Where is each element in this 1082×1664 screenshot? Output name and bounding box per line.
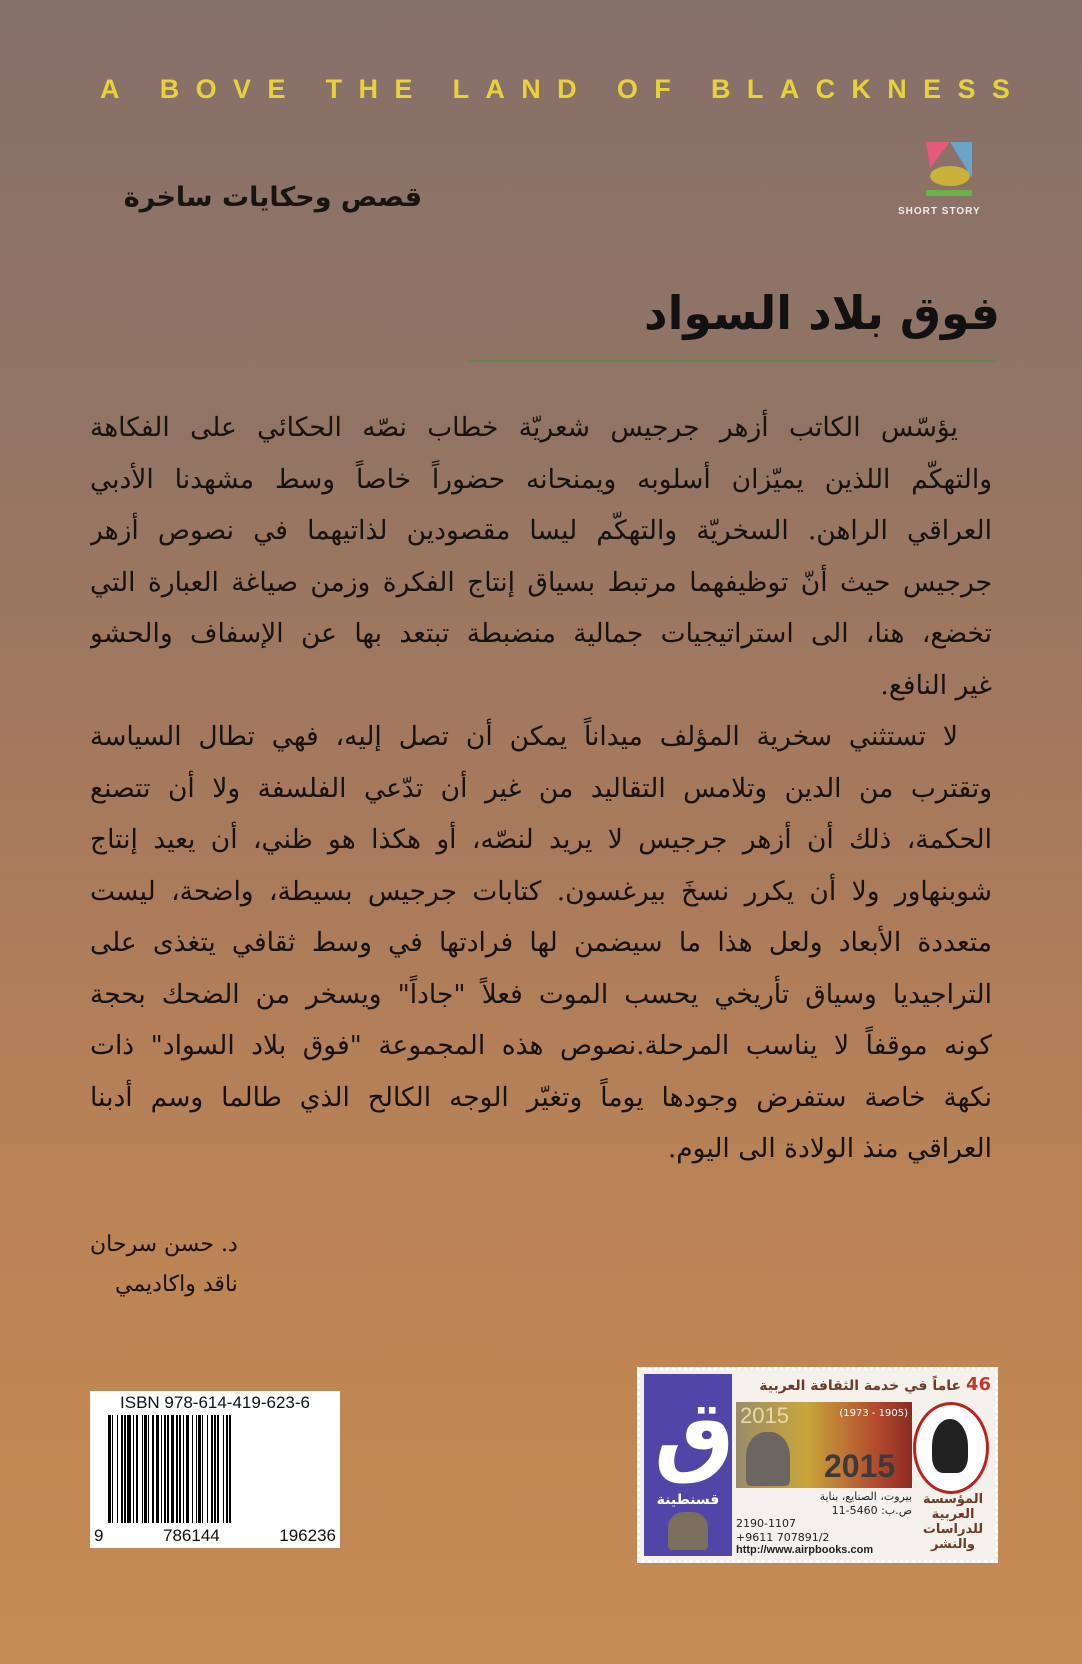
- title-letter: B: [710, 74, 731, 104]
- blurb-line: التراجيديا وسياق تأريخي يحسب الموت فعلاً "جاداً" ويسخر من الضحك بحجة: [90, 978, 992, 1010]
- years-range: (1973 - 1905): [839, 1408, 908, 1419]
- blurb-line: العراقي منذ الولادة الى اليوم.: [667, 1133, 992, 1164]
- isbn-digit-group: 196236: [279, 1526, 336, 1545]
- subtitle: قصص وحكايات ساخرة: [123, 182, 422, 213]
- title-letter: T: [325, 74, 343, 104]
- portrait-photo: [746, 1432, 790, 1486]
- publisher-name: المؤسسة العربية للدراسات والنشر: [922, 1492, 984, 1552]
- short-story-logo-icon: [920, 138, 976, 200]
- publisher-emblem-icon: [913, 1402, 989, 1494]
- title-letter: O: [195, 74, 217, 104]
- blurb-line: لا تستثني سخرية المؤلف ميداناً يمكن أن تصل إليه، فهي تطال السياسة: [90, 721, 958, 752]
- address: بيروت، الصنايع، بناية: [819, 1490, 912, 1503]
- title-letter: N: [521, 74, 541, 104]
- isbn-digit-group: 786144: [163, 1526, 220, 1545]
- signature: [90, 1225, 238, 1305]
- blurb-line: متعددة الأبعاد ولعل هذا ما سيضمن لها فرادتها في وسط ثقافي يتغذى على: [90, 927, 992, 958]
- title-letter: [429, 74, 437, 105]
- blurb-line: الحكمة، ذلك أن أزهر جرجيس لا يريد لنصّه، أو هكذا هو ظني، أن يعيد إنتاج: [90, 824, 992, 855]
- blurb-paragraph-1: [90, 402, 992, 711]
- title-letter: B: [159, 74, 180, 104]
- title-letter: A: [485, 74, 505, 104]
- stamp-image: [736, 1402, 912, 1488]
- blurb-line: غير النافع.: [880, 669, 992, 701]
- book-title: فوق بلاد السواد: [644, 286, 1000, 340]
- title-letter: L: [746, 74, 764, 104]
- publisher-stamp: [637, 1367, 998, 1563]
- isbn-label: ISBN 978-614-419-623-6: [120, 1393, 310, 1412]
- blurb-line: والتهكّم اللذين يميّزان أسلوبه ويمنحانه حضوراً خاصاً وسط مشهدنا الأدبي: [90, 463, 992, 495]
- author-name: د. حسن سرحان: [90, 1232, 238, 1257]
- title-letter: K: [851, 74, 871, 104]
- city-logo-letter: ق: [654, 1381, 735, 1486]
- title-letter: F: [654, 74, 671, 104]
- title-letter: D: [557, 74, 577, 104]
- stamp-city-panel: [644, 1374, 735, 1556]
- title-letter: [136, 74, 144, 105]
- city-name: قسنطينة: [656, 1492, 720, 1508]
- title-letter: S: [957, 74, 976, 104]
- author-role: ناقد واكاديمي: [115, 1272, 238, 1297]
- publisher-url: http://www.airpbooks.com: [736, 1544, 874, 1556]
- phone-2: +9611 707891/2: [736, 1530, 830, 1544]
- pobox: ص.ب: 5460-11: [831, 1503, 912, 1517]
- stamp-banner: [736, 1374, 991, 1398]
- title-letter: H: [358, 74, 378, 104]
- blurb-line: يؤسّس الكاتب أزهر جرجيس شعريّة خطاب نصّه الحكائي على الفكاهة: [90, 412, 958, 443]
- title-letter: [302, 74, 310, 105]
- title-letter: A: [779, 74, 800, 104]
- statue-icon: [668, 1512, 708, 1550]
- stamp-year: 2015: [740, 1403, 789, 1428]
- title-letter: C: [815, 74, 836, 104]
- blurb: [90, 402, 992, 1175]
- blurb-line: العراقي الراهن. السخريّة والتهكّم ليسا مقصودين لذاتيهما في نصوص أزهر: [90, 515, 992, 546]
- publisher-address: [736, 1490, 912, 1558]
- title-letter: E: [394, 74, 413, 104]
- blurb-line: تخضع، هنا، الى استراتيجيات جمالية منضبطة تبتعد بها عن الإسفاف والحشو: [90, 618, 992, 649]
- series-logo-label: SHORT STORY: [898, 206, 981, 217]
- isbn-barcode: [90, 1391, 340, 1548]
- title-letter: L: [452, 74, 470, 104]
- title-letter: E: [923, 74, 942, 104]
- blurb-line: كونه موقفاً لا يناسب المرحلة.نصوص هذه المجموعة "فوق بلاد السواد" ذات: [90, 1030, 992, 1061]
- barcode-bar: [231, 1415, 234, 1523]
- title-letter: V: [232, 74, 251, 104]
- english-title: [100, 74, 1010, 105]
- title-letter: E: [267, 74, 286, 104]
- blurb-line: شوبنهاور ولا أن يكرر نسخَ بيرغسون. كتابات جرجيس بسيطة، واضحة، ليست: [90, 875, 992, 907]
- title-letter: O: [616, 74, 638, 104]
- isbn-digits: [94, 1526, 336, 1546]
- anniversary-text: عاماً في خدمة الثقافة العربية: [759, 1378, 962, 1394]
- title-divider: [467, 360, 997, 362]
- stamp-year-large: 2015: [824, 1448, 896, 1484]
- title-letter: [687, 74, 695, 105]
- blurb-paragraph-2: [90, 711, 992, 1175]
- phone-1: 2190-1107: [736, 1517, 796, 1530]
- isbn-digit-group: 9: [94, 1526, 104, 1545]
- blurb-line: جرجيس حيث أنّ توظيفهما مرتبط بسياق إنتاج الفكرة وزمن صياغة العبارة التي: [90, 566, 992, 598]
- blurb-line: نكهة خاصة ستفرض وجودها يوماً وتغيّر الوجه الكالح الذي طالما وسم أدبنا: [90, 1081, 992, 1113]
- title-letter: A: [100, 74, 120, 104]
- barcode-bars: [108, 1415, 326, 1523]
- title-letter: [593, 74, 601, 105]
- title-letter: N: [887, 74, 907, 104]
- anniversary-number: 46: [965, 1374, 991, 1395]
- title-letter: S: [991, 74, 1010, 104]
- blurb-line: وتقترب من الدين وتلامس التقاليد من غير أن تدّعي الفلسفة ولا أن تتصنع: [90, 772, 992, 804]
